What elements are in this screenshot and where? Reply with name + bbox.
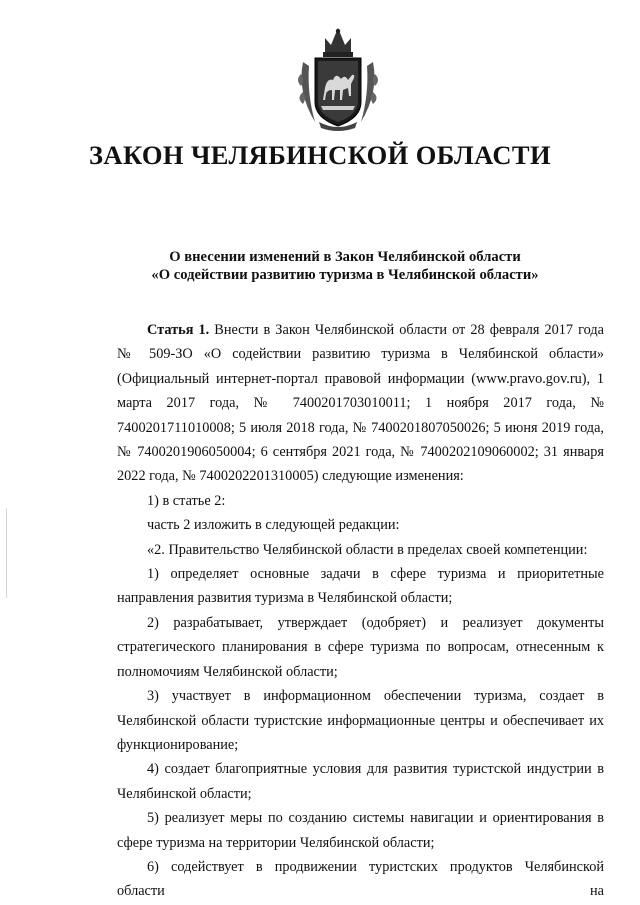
body-paragraph: часть 2 изложить в следующей редакции: [147, 517, 400, 534]
body-paragraph: 1) в статье 2: [147, 492, 226, 509]
body-paragraph: 1) определяет основные задачи в сфере туризма и приоритетные направления развития туризма в Челябинской области; [117, 566, 604, 607]
law-subject-line-2: «О содействии развитию туризма в Челябинской области» [151, 267, 539, 283]
body-paragraph: 2) разрабатывает, утверждает (одобряет) и реализует документы стратегического планирования в сфере туризма по вопросам, отнесенным к полномочиям Челябинской области; [117, 614, 604, 680]
article-1-text: Внести в Закон Челябинской области от 28 февраля 2017 года № 509-ЗО «О содействии развитию туризма в Челябинской области» (Официальный интернет-портал правовой информации (www.pravo.gov.ru), 1 марта 2017 года, № 7400201703010011; 1 ноября 2017 года, № 7400201711010008; 5 июля 2018 года, № 7400201807050026; 5 июня 2019 года, № 7400201906050004; 6 сентября 2021 года, № 7400202109060002; 31 января 2022 года, № 7400202201310005) следующие изменения: [117, 322, 605, 485]
law-body [117, 318, 604, 904]
law-subject [0, 248, 640, 284]
article-1-label: Статья 1. [147, 322, 210, 338]
body-paragraph: 6) содействует в продвижении туристских продуктов Челябинской области на [117, 858, 604, 900]
law-title: ЗАКОН ЧЕЛЯБИНСКОЙ ОБЛАСТИ [89, 140, 551, 170]
scan-margin-line [6, 508, 7, 598]
body-paragraph: «2. Правительство Челябинской области в пределах своей компетенции: [147, 541, 588, 558]
chelyabinsk-coat-of-arms-emblem [295, 22, 381, 132]
body-paragraph: 3) участвует в информационном обеспечении туризма, создает в Челябинской области туристские информационные центры и обеспечивает их функционирование; [117, 688, 604, 753]
body-paragraph: 5) реализует меры по созданию системы навигации и ориентирования в сфере туризма на территории Челябинской области; [117, 810, 604, 851]
article-1-paragraph [117, 318, 604, 489]
body-paragraph: 4) создает благоприятные условия для развития туристской индустрии в Челябинской области; [117, 761, 604, 802]
law-subject-line-1: О внесении изменений в Закон Челябинской области [169, 249, 521, 265]
